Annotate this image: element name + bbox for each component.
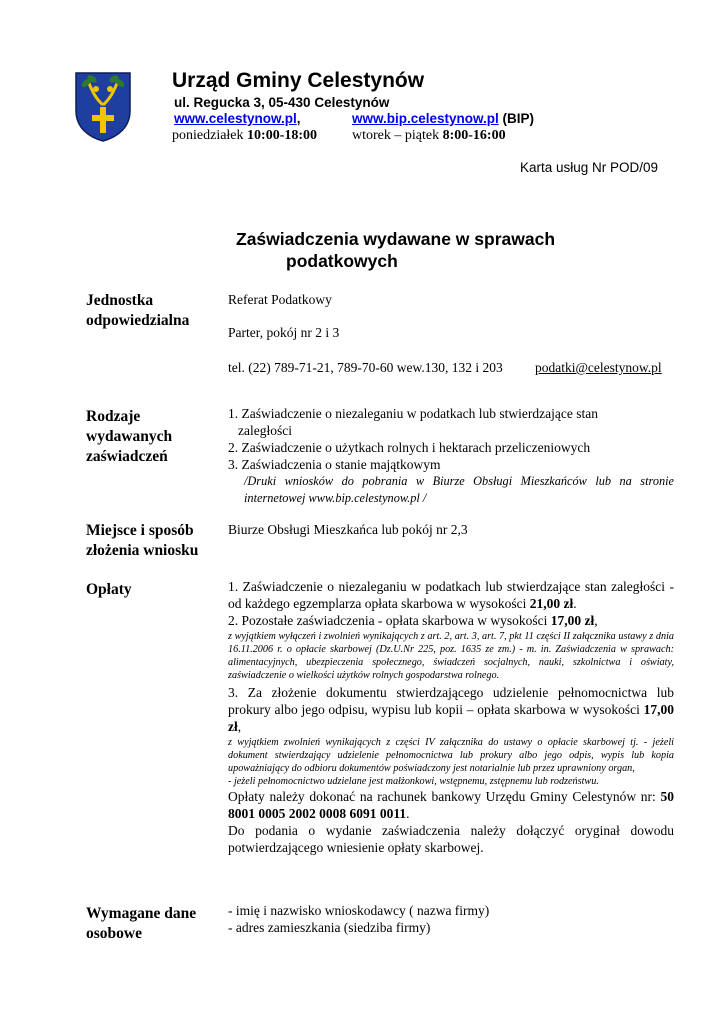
attachment-info: Do podania o wydanie zaświadczenia należy dołączyć oryginał dowodu potwierdzającego wniesienie opłaty skarbowej.: [228, 823, 674, 855]
unit-email-link[interactable]: podatki@celestynow.pl: [535, 360, 662, 375]
label-responsible-unit: [86, 291, 226, 331]
fees-content: [228, 578, 674, 856]
bip-line: [352, 111, 534, 127]
label-fees: Opłaty: [86, 581, 132, 598]
websites-line: [174, 111, 301, 127]
forms-note: /Druki wniosków do pobrania w Biurze Obsługi Mieszkańców lub na stronie internetowej www.bip.celestynow.pl /: [244, 474, 674, 505]
fee-item-1: [228, 578, 674, 612]
fee-text: 1. Zaświadczenie o niezaleganiu w podatkach lub stwierdzające stan zaległości -od każdego egzemplarza opłata skarbowa w wysokości: [228, 579, 674, 611]
document-title-line2: podatkowych: [286, 251, 398, 271]
fee-item-3-note: z wyjątkiem zwolnień wynikających z części IV załącznika do ustawy o opłacie skarbowej tj. - jeżeli dokument stwierdzający udzielenie pełnomocnictwa lub prokury albo jego odpis, wypis lub kopia upoważniający do odbioru dokumentów poświadczony jest notarialnie lub przez uprawniony organ,: [228, 737, 674, 774]
fee-amount: 17,00 zł: [228, 702, 674, 734]
bank-punct: .: [406, 806, 410, 821]
label-line: Rodzaje: [86, 408, 141, 425]
label-line: zaświadczeń: [86, 448, 168, 465]
fee-item-3-note: - jeżeli pełnomocnictwo udzielane jest małżonkowi, wstępnemu, zstępnemu lub rodzeństwu.: [228, 776, 599, 787]
list-item: - imię i nazwisko wnioskodawcy ( nazwa firmy): [228, 903, 490, 918]
bank-text: Opłaty należy dokonać na rachunek bankowy Urzędu Gminy Celestynów nr:: [228, 789, 661, 804]
office-address: ul. Regucka 3, 05-430 Celestynów: [174, 95, 390, 110]
list-item: 2. Zaświadczenie o użytkach rolnych i hektarach przeliczeniowych: [228, 440, 591, 455]
list-item: 1. Zaświadczenie o niezaleganiu w podatkach lub stwierdzające stan: [228, 406, 598, 421]
list-item: - adres zamieszkania (siedziba firmy): [228, 920, 431, 935]
unit-phone: tel. (22) 789-71-21, 789-70-60 wew.130, 132 i 203: [228, 360, 503, 375]
hours-week: [352, 127, 506, 144]
bank-account-number: 50 8001 0005 2002 0008 6091 0011: [228, 789, 674, 821]
certificate-types-list: [228, 405, 674, 507]
list-item-cont: zaległości: [238, 423, 292, 438]
label-required-personal-data: [86, 904, 226, 944]
coat-of-arms-icon: [74, 71, 132, 143]
website-link[interactable]: www.celestynow.pl: [174, 111, 297, 126]
label-line: Jednostka: [86, 292, 154, 309]
bank-account-info: [228, 788, 674, 822]
fee-item-3: [228, 684, 674, 735]
label-certificate-types: [86, 407, 226, 467]
hours-week-value: 8:00-16:00: [442, 128, 506, 143]
label-line: Miejsce i sposób: [86, 522, 194, 539]
submission-place-text: Biurze Obsługi Mieszkańca lub pokój nr 2,3: [228, 522, 468, 537]
bip-suffix: (BIP): [498, 111, 535, 126]
personal-data-list: [228, 902, 489, 936]
label-line: wydawanych: [86, 428, 173, 445]
fee-punct: ,: [237, 719, 242, 734]
label-line: Wymagane dane: [86, 905, 197, 922]
hours-mon-value: 10:00-18:00: [247, 128, 318, 143]
hours-mon: [172, 127, 317, 144]
hours-week-label: wtorek – piątek: [352, 128, 443, 143]
unit-room: Parter, pokój nr 2 i 3: [228, 325, 340, 340]
fee-text: 2. Pozostałe zaświadczenia - opłata skarbowa w wysokości: [228, 613, 551, 628]
label-submission-place: [86, 521, 226, 561]
office-name: Urząd Gminy Celestynów: [172, 69, 425, 92]
fee-amount: 17,00 zł: [550, 613, 595, 628]
fee-item-2: [228, 612, 674, 629]
fee-amount: 21,00 zł: [529, 596, 574, 611]
label-line: złożenia wniosku: [86, 542, 199, 559]
fee-text: 3. Za złożenie dokumentu stwierdzającego udzielenie pełnomocnictwa lub prokury albo jego odpisu, wypisu lub kopii – opłata skarbowa w wysokości: [228, 685, 674, 717]
document-title-line1: Zaświadczenia wydawane w sprawach: [236, 229, 556, 249]
bip-website-link[interactable]: www.bip.celestynow.pl: [352, 111, 499, 126]
fee-punct: ,: [594, 613, 598, 628]
label-line: osobowe: [86, 925, 142, 942]
hours-mon-label: poniedziałek: [172, 128, 248, 143]
card-number: Karta usług Nr POD/09: [519, 160, 658, 175]
website-separator: ,: [296, 111, 301, 126]
label-line: odpowiedzialna: [86, 312, 190, 329]
list-item: 3. Zaświadczenia o stanie majątkowym: [228, 457, 441, 472]
fee-item-2-note: z wyjątkiem wyłączeń i zwolnień wynikających z art. 2, art. 3, art. 7, pkt 11 części II załącznika ustawy z dnia 16.11.2006 r. o opłacie skarbowej (Dz.U.Nr 225, poz. 1635 ze zm.) - m. in. Zaświadczenia w sprawach: alimentacyjnych, ubezpieczenia społecznego, świadczeń socjalnych, nauki, szkolnictwa i oświaty, zaświadczenie o wielkości użytków rolnych gospodarstwa rolnego.: [228, 631, 674, 681]
fee-punct: .: [573, 596, 577, 611]
unit-dept: Referat Podatkowy: [228, 292, 332, 307]
